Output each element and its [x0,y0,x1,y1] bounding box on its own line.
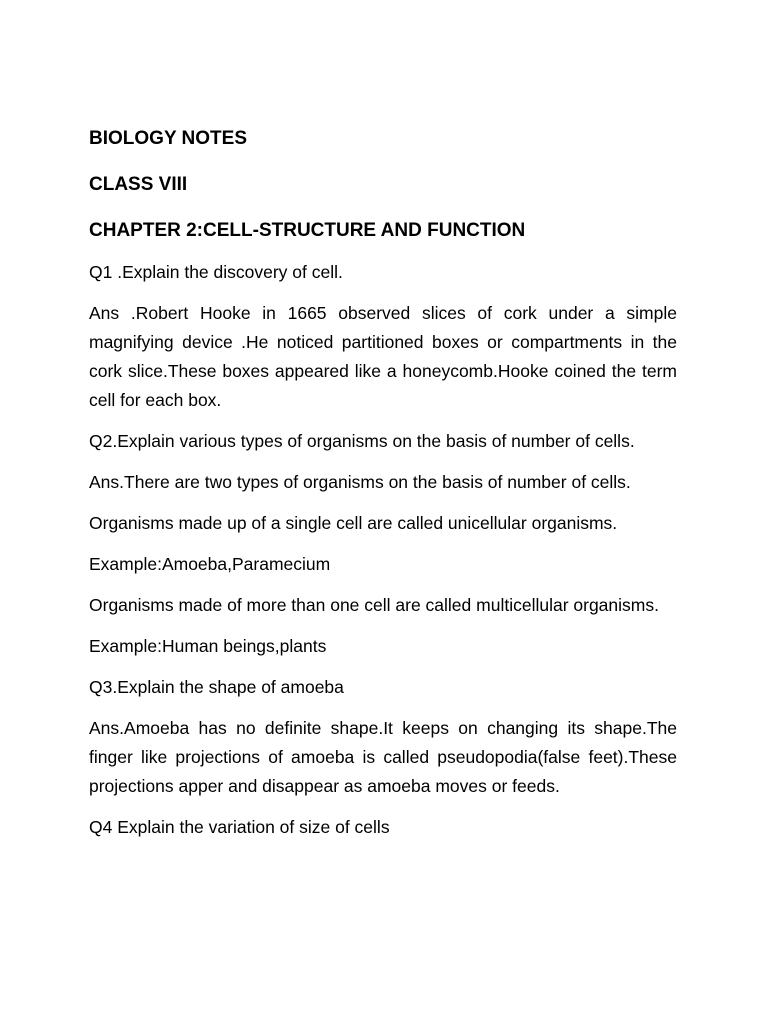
question-1: Q1 .Explain the discovery of cell. [89,262,343,282]
answer-1: Ans .Robert Hooke in 1665 observed slices of cork under a simple magnifying device .He noticed partitioned boxes or compartments in the cork slice.These boxes appeared like a honeycomb.Hooke coined the term cell for each box. [89,303,677,410]
unicellular-example: Example:Amoeba,Paramecium [89,554,331,574]
multicellular-definition: Organisms made of more than one cell are called multicellular organisms. [89,595,659,615]
question-2: Q2.Explain various types of organisms on the basis of number of cells. [89,431,635,451]
class-label: CLASS VIII [89,174,188,195]
document-title: BIOLOGY NOTES [89,128,248,149]
document-page [89,126,677,842]
chapter-heading: CHAPTER 2:CELL-STRUCTURE AND FUNCTION [89,220,526,241]
question-4: Q4 Explain the variation of size of cells [89,817,390,837]
answer-3: Ans.Amoeba has no definite shape.It keeps on changing its shape.The finger like projections of amoeba is called pseudopodia(false feet).These projections apper and disappear as amoeba moves or feeds. [89,718,677,796]
answer-2: Ans.There are two types of organisms on the basis of number of cells. [89,472,631,492]
multicellular-example: Example:Human beings,plants [89,636,327,656]
question-3: Q3.Explain the shape of amoeba [89,677,344,697]
unicellular-definition: Organisms made up of a single cell are called unicellular organisms. [89,513,618,533]
